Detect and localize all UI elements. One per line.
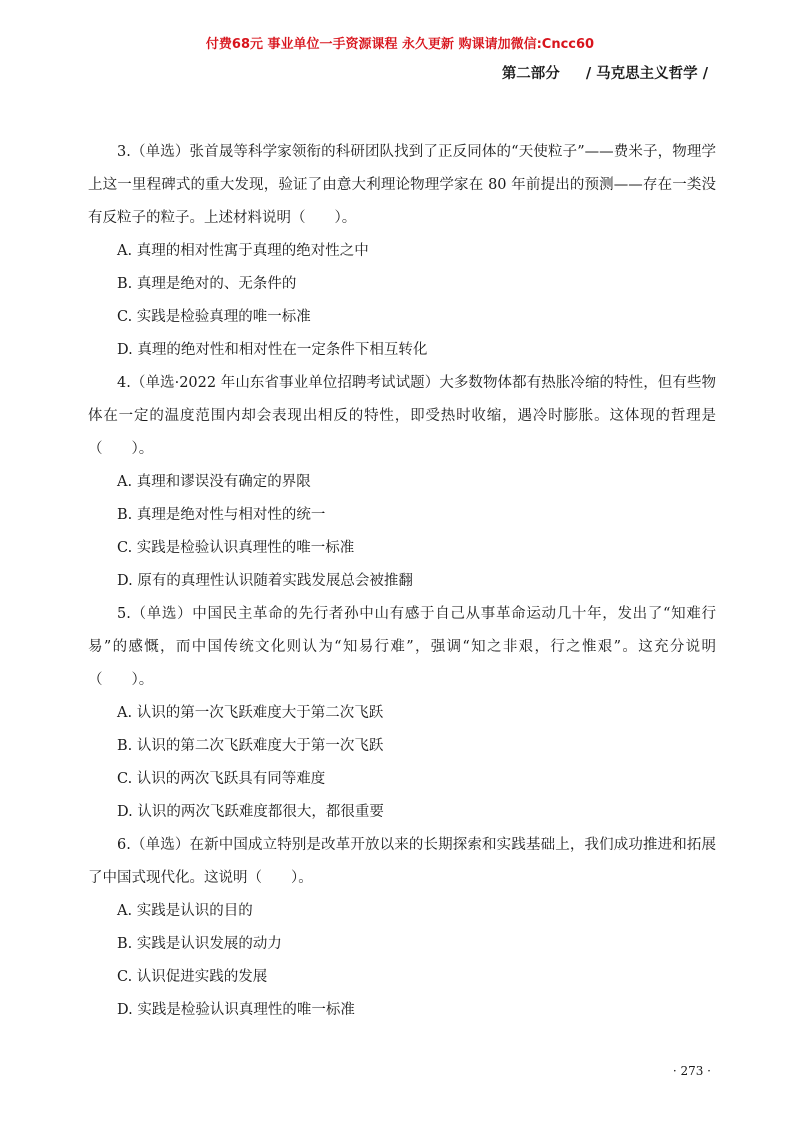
- question-stem: 5.（单选）中国民主革命的先行者孙中山有感于自己从事革命运动几十年，发出了“知难行易”的感慨，而中国传统文化则认为“知易行难”，强调“知之非艰，行之惟艰”。这充分说明（ ）。: [88, 606, 716, 688]
- option-d: D. 认识的两次飞跃难度都很大，都很重要: [117, 804, 384, 820]
- question-list: [88, 136, 716, 1027]
- part-label: 第二部分: [501, 65, 560, 82]
- option-a: A. 认识的第一次飞跃难度大于第二次飞跃: [117, 705, 384, 721]
- option-b: B. 认识的第二次飞跃难度大于第一次飞跃: [117, 738, 384, 754]
- option-c: C. 实践是检验真理的唯一标准: [117, 309, 311, 325]
- option-c: C. 认识促进实践的发展: [117, 969, 268, 985]
- option-a: A. 实践是认识的目的: [117, 903, 253, 919]
- subject-label: / 马克思主义哲学 /: [585, 65, 708, 82]
- question-3: [88, 136, 716, 367]
- question-stem: 6.（单选）在新中国成立特别是改革开放以来的长期探索和实践基础上，我们成功推进和拓展了中国式现代化。这说明（ ）。: [88, 837, 716, 886]
- option-a: A. 真理和谬误没有确定的界限: [117, 474, 311, 490]
- question-6: [88, 829, 716, 1027]
- question-4: [88, 367, 716, 598]
- option-a: A. 真理的相对性寓于真理的绝对性之中: [117, 243, 369, 259]
- page-number: · 273 ·: [672, 1064, 711, 1078]
- option-d: D. 原有的真理性认识随着实践发展总会被推翻: [117, 573, 413, 589]
- option-b: B. 实践是认识发展的动力: [117, 936, 282, 952]
- option-b: B. 真理是绝对的、无条件的: [117, 276, 297, 292]
- question-stem: 3.（单选）张首晟等科学家领衔的科研团队找到了正反同体的“天使粒子”——费米子，物理学上这一里程碑式的重大发现，验证了由意大利理论物理学家在 80 年前提出的预测——存在一类没有反粒子的粒子。上述材料说明（ ）。: [88, 144, 716, 226]
- question-stem: 4.（单选·2022 年山东省事业单位招聘考试试题）大多数物体都有热胀冷缩的特性，但有些物体在一定的温度范围内却会表现出相反的特性，即受热时收缩，遇冷时膨胀。这体现的哲理是（ ）。: [88, 375, 716, 457]
- promo-banner: 付费68元 事业单位一手资源课程 永久更新 购课请加微信:Cncc60: [205, 37, 595, 52]
- option-b: B. 真理是绝对性与相对性的统一: [117, 507, 326, 523]
- option-d: D. 实践是检验认识真理性的唯一标准: [117, 1002, 355, 1018]
- option-c: C. 实践是检验认识真理性的唯一标准: [117, 540, 355, 556]
- option-c: C. 认识的两次飞跃具有同等难度: [117, 771, 326, 787]
- option-d: D. 真理的绝对性和相对性在一定条件下相互转化: [117, 342, 428, 358]
- question-5: [88, 598, 716, 829]
- section-header: [502, 62, 708, 83]
